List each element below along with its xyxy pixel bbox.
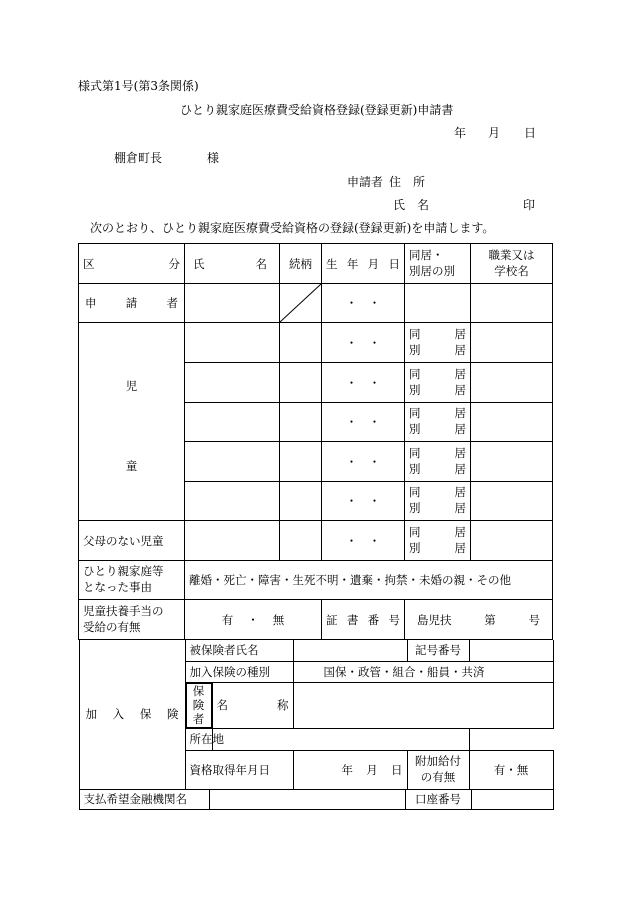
orphan-birthdate-cell[interactable]: ・ ・ xyxy=(322,521,405,561)
orphan-occupation-cell[interactable] xyxy=(471,521,553,561)
name-label: 氏 名 xyxy=(393,198,430,212)
child-occupation-cell[interactable] xyxy=(471,323,553,363)
applicant-row-label: 申 請 者 xyxy=(79,284,185,323)
insured-name-field[interactable] xyxy=(293,640,407,661)
insurer-address-label: 所 在 地 xyxy=(185,728,212,750)
child-name-cell[interactable] xyxy=(185,403,280,442)
seal-mark: 印 xyxy=(523,198,536,212)
insurance-type-label: 加入保険の種別 xyxy=(185,661,293,682)
child-relation-cell[interactable] xyxy=(280,403,322,442)
insurer-name-field[interactable] xyxy=(293,682,553,728)
child-group-label: 児 童 xyxy=(79,323,185,521)
child-birthdate-cell[interactable]: ・ ・ xyxy=(322,482,405,521)
insurer-vertical-label: 保 険 者 xyxy=(186,683,212,728)
child-birthdate-cell[interactable]: ・ ・ xyxy=(322,323,405,363)
child-name-cell[interactable] xyxy=(185,363,280,403)
child-relation-cell[interactable] xyxy=(280,482,322,521)
child-occupation-cell[interactable] xyxy=(471,442,553,482)
orphan-name-cell[interactable] xyxy=(185,521,280,561)
child-name-cell[interactable] xyxy=(185,323,280,363)
header-occupation: 職業又は 学校名 xyxy=(471,244,553,284)
child-cohabit-cell[interactable]: 同 居 別 居 xyxy=(405,442,471,482)
symbol-number-field[interactable] xyxy=(469,640,553,661)
date-year-label: 年 xyxy=(454,126,467,140)
applicant-cohabit-cell[interactable] xyxy=(405,284,471,323)
allowance-options[interactable]: 有 ・ 無 xyxy=(185,600,322,640)
child-occupation-cell[interactable] xyxy=(471,403,553,442)
date-day-label: 日 xyxy=(524,126,537,140)
child-cohabit-cell[interactable]: 同 居 別 居 xyxy=(405,363,471,403)
insured-name-label: 被保険者氏名 xyxy=(185,640,293,661)
honorific: 様 xyxy=(207,151,220,165)
child-cohabit-cell[interactable]: 同 居 別 居 xyxy=(405,482,471,521)
application-form-table xyxy=(78,243,553,810)
bank-row xyxy=(79,790,553,810)
child-name-cell[interactable] xyxy=(185,482,280,521)
symbol-number-label: 記号番号 xyxy=(407,640,469,661)
child-occupation-cell[interactable] xyxy=(471,482,553,521)
account-number-label: 口座番号 xyxy=(405,790,471,810)
child-birthdate-cell[interactable]: ・ ・ xyxy=(322,442,405,482)
header-birthdate: 生 年 月 日 xyxy=(322,244,405,284)
insurance-type-options[interactable]: 国保・政管・組合・船員・共済 xyxy=(293,661,553,682)
child-relation-cell[interactable] xyxy=(280,363,322,403)
header-cohabit: 同居・ 別居の別 xyxy=(405,244,471,284)
orphan-relation-cell[interactable] xyxy=(280,521,322,561)
child-relation-cell[interactable] xyxy=(280,323,322,363)
qualify-date-label: 資格取得年月日 xyxy=(185,750,293,789)
orphan-cohabit-cell[interactable]: 同 居 別 居 xyxy=(405,521,471,561)
applicant-label: 申請者 xyxy=(347,175,384,189)
insurance-block xyxy=(79,640,553,790)
date-month-label: 月 xyxy=(488,126,501,140)
bank-field[interactable] xyxy=(209,790,405,810)
relation-na-cell xyxy=(280,284,322,323)
additional-benefit-options[interactable]: 有・無 xyxy=(469,750,553,789)
child-cohabit-cell[interactable]: 同 居 別 居 xyxy=(405,323,471,363)
insurance-table xyxy=(79,640,554,790)
child-name-cell[interactable] xyxy=(185,442,280,482)
applicant-name-cell[interactable] xyxy=(185,284,280,323)
form-number: 様式第1号(第3条関係) xyxy=(78,79,199,93)
child-cohabit-cell[interactable]: 同 居 別 居 xyxy=(405,403,471,442)
insurer-name-label: 名 称 xyxy=(212,682,293,728)
reason-label: ひとり親家庭等 となった事由 xyxy=(79,561,185,600)
child-birthdate-cell[interactable]: ・ ・ xyxy=(322,403,405,442)
reason-options[interactable]: 離婚・死亡・障害・生死不明・遺棄・拘禁・未婚の親・その他 xyxy=(185,561,553,600)
child-birthdate-cell[interactable]: ・ ・ xyxy=(322,363,405,403)
orphan-row-label: 父母のない児童 xyxy=(79,521,185,561)
qualify-date-field[interactable]: 年 月 日 xyxy=(293,750,407,789)
insurer-address-field[interactable] xyxy=(212,728,469,750)
header-relation: 続柄 xyxy=(280,244,322,284)
applicant-occupation-cell[interactable] xyxy=(471,284,553,323)
certificate-number-label: 証 書 番 号 xyxy=(322,600,405,640)
account-number-field[interactable] xyxy=(471,790,553,810)
intro-text: 次のとおり、ひとり親家庭医療費受給資格の登録(登録更新)を申請します。 xyxy=(90,221,495,235)
allowance-label: 児童扶養手当の 受給の有無 xyxy=(79,600,185,640)
address-label: 住 所 xyxy=(389,175,426,189)
header-category: 区 分 xyxy=(79,244,185,284)
certificate-number-field[interactable]: 島児扶 第 号 xyxy=(405,600,553,640)
child-relation-cell[interactable] xyxy=(280,442,322,482)
child-occupation-cell[interactable] xyxy=(471,363,553,403)
insurance-label: 加 入 保 険 xyxy=(79,640,185,789)
addressee: 棚倉町長 xyxy=(114,151,163,165)
header-name: 氏 名 xyxy=(185,244,280,284)
bank-label: 支払希望金融機関名 xyxy=(79,790,209,810)
bank-table xyxy=(79,790,554,810)
additional-benefit-label: 附加給付 の有無 xyxy=(407,750,469,789)
form-title: ひとり親家庭医療費受給資格登録(登録更新)申請書 xyxy=(180,103,454,117)
applicant-birthdate-cell[interactable]: ・ ・ xyxy=(322,284,405,323)
